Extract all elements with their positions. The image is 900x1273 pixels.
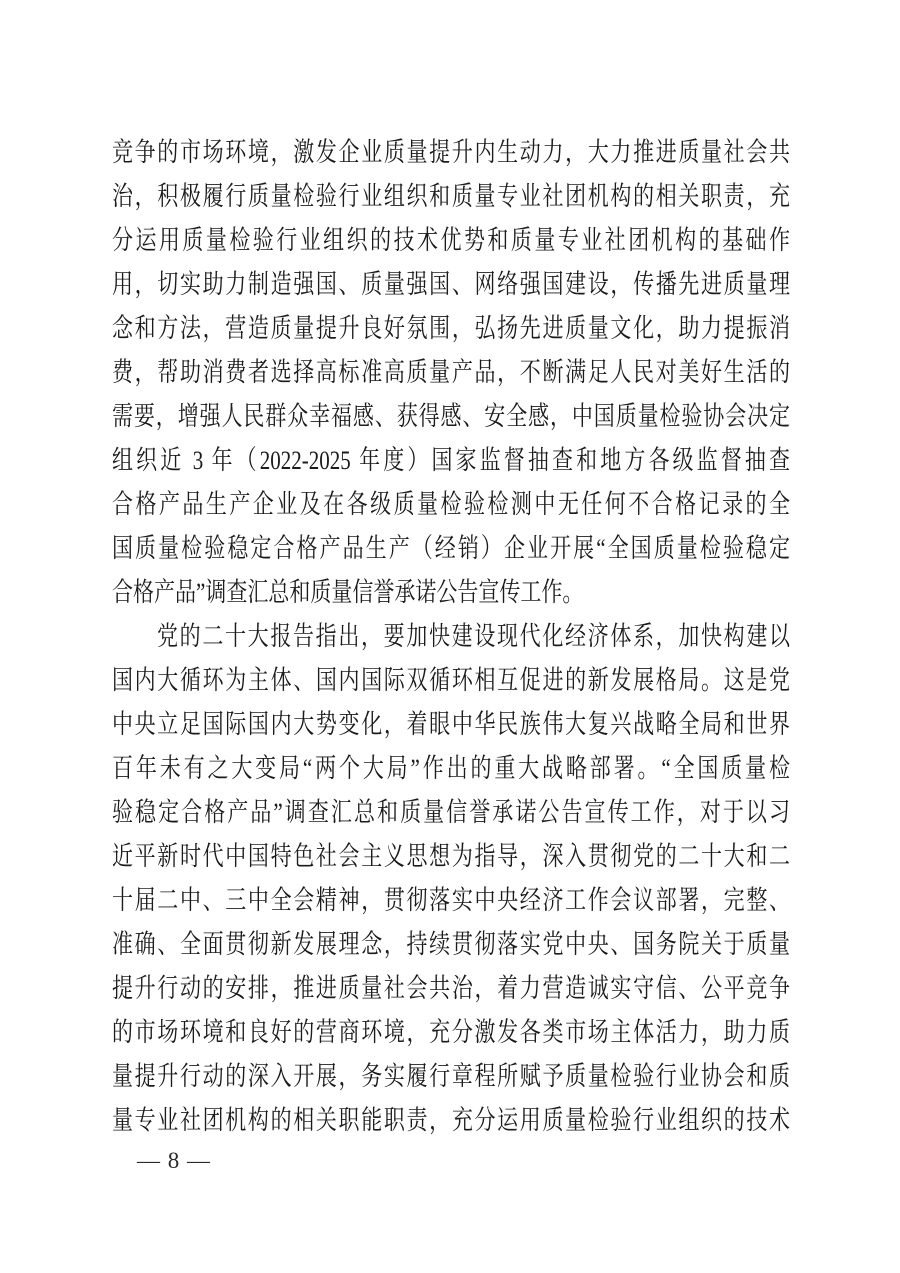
paragraph <box>112 130 790 614</box>
text-line: 量专业社团机构的相关职能职责，充分运用质量检验行业组织的技术 <box>112 1104 790 1136</box>
text-line: 费，帮助消费者选择高标准高质量产品，不断满足人民对美好生活的 <box>112 356 790 388</box>
text-line: 中央立足国际国内大势变化，着眼中华民族伟大复兴战略全局和世界 <box>112 708 790 740</box>
text-line: 用，切实助力制造强国、质量强国、网络强国建设，传播先进质量理 <box>112 268 790 300</box>
text-line: 近平新时代中国特色社会主义思想为指导，深入贯彻党的二十大和二 <box>112 840 790 872</box>
text-line: 量提升行动的深入开展，务实履行章程所赋予质量检验行业协会和质 <box>112 1060 790 1092</box>
text-line: 百年未有之大变局“两个大局”作出的重大战略部署。“全国质量检 <box>112 752 790 784</box>
text-line: 党的二十大报告指出，要加快建设现代化经济体系，加快构建以 <box>157 620 790 652</box>
text-line: 提升行动的安排，推进质量社会共治，着力营造诚实守信、公平竞争 <box>112 972 790 1004</box>
text-line: 需要，增强人民群众幸福感、获得感、安全感，中国质量检验协会决定 <box>112 400 790 432</box>
page-number: — 8 — <box>137 1148 211 1173</box>
text-line: 国质量检验稳定合格产品生产（经销）企业开展“全国质量检验稳定 <box>112 532 790 564</box>
text-line: 验稳定合格产品”调查汇总和质量信誉承诺公告宣传工作，对于以习 <box>112 796 790 828</box>
text-line: 十届二中、三中全会精神，贯彻落实中央经济工作会议部署，完整、 <box>112 884 790 916</box>
text-line: 准确、全面贯彻新发展理念，持续贯彻落实党中央、国务院关于质量 <box>112 928 790 960</box>
text-line: 念和方法，营造质量提升良好氛围，弘扬先进质量文化，助力提振消 <box>112 312 790 344</box>
text-line: 竞争的市场环境，激发企业质量提升内生动力，大力推进质量社会共 <box>112 136 790 168</box>
text-line: 治，积极履行质量检验行业组织和质量专业社团机构的相关职责，充 <box>112 180 790 212</box>
text-line: 组织近 3 年（2022-2025 年度）国家监督抽查和地方各级监督抽查 <box>112 444 790 476</box>
text-line: 的市场环境和良好的营商环境，充分激发各类市场主体活力，助力质 <box>112 1016 790 1048</box>
text-line: 分运用质量检验行业组织的技术优势和质量专业社团机构的基础作 <box>112 224 790 256</box>
text-line: 合格产品”调查汇总和质量信誉承诺公告宣传工作。 <box>112 576 584 608</box>
text-line: 国内大循环为主体、国内国际双循环相互促进的新发展格局。这是党 <box>112 664 790 696</box>
paragraph <box>112 614 790 1142</box>
page-body-text <box>112 130 790 1142</box>
text-line: 合格产品生产企业及在各级质量检验检测中无任何不合格记录的全 <box>112 488 790 520</box>
